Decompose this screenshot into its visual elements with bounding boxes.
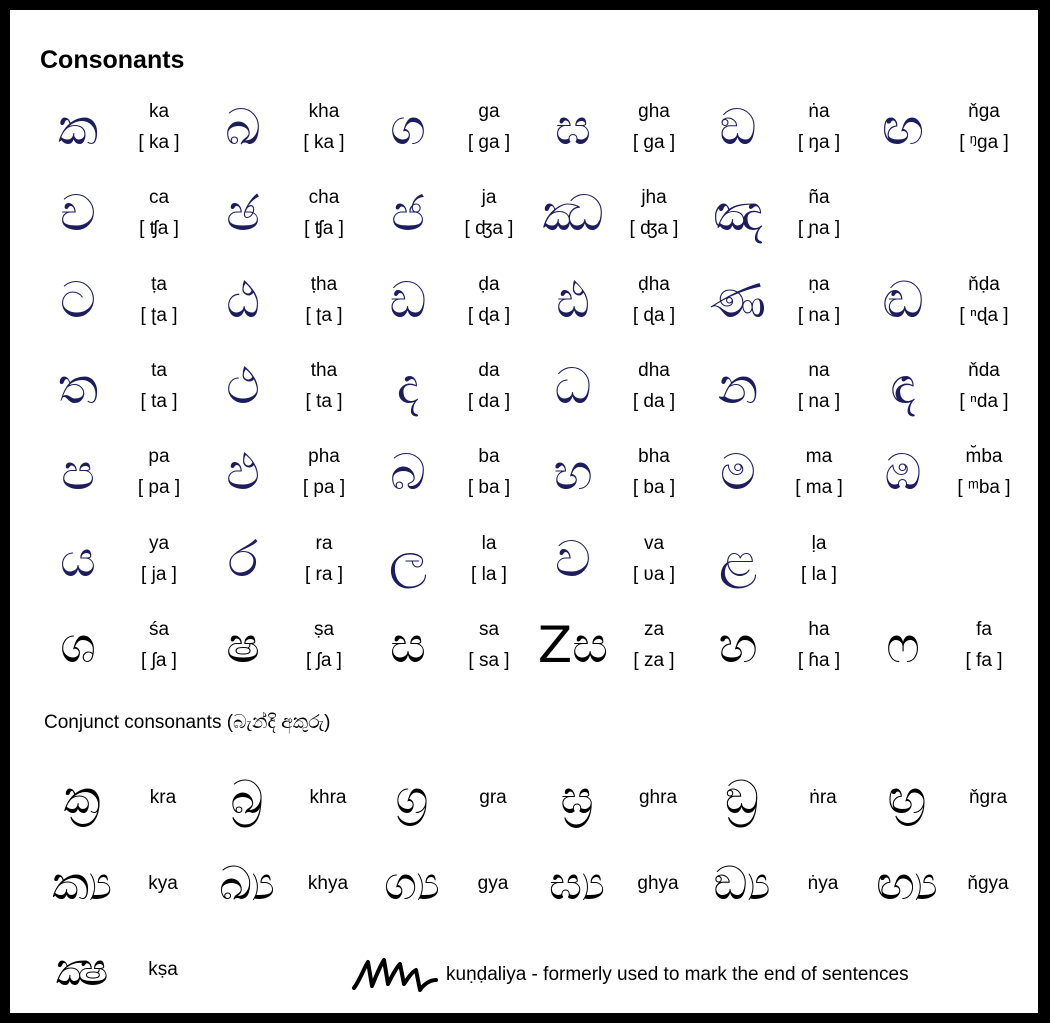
ipa-label: [ na ] <box>797 391 841 413</box>
sinhala-glyph: ශ <box>60 615 96 674</box>
latin-label: ṇa <box>808 273 830 295</box>
ipa-label: [ la ] <box>471 563 507 585</box>
consonant-cell <box>197 257 362 343</box>
ipa-label: [ da ] <box>467 391 511 413</box>
conjunct-latin-label: khya <box>307 872 349 894</box>
conjunct-glyph: ඛ්‍ර <box>230 770 264 824</box>
sinhala-glyph: න <box>717 357 759 416</box>
consonant-cell <box>362 343 527 429</box>
conjunct-cell <box>197 754 362 840</box>
ipa-label: [ ra ] <box>304 563 343 585</box>
transliteration-label <box>949 269 1019 331</box>
transliteration-label <box>619 355 689 417</box>
latin-label: ṅa <box>808 101 830 123</box>
conjunct-cell <box>527 754 692 840</box>
transliteration-label <box>454 441 524 503</box>
consonant-cell <box>857 515 1022 601</box>
transliteration-label <box>289 528 359 590</box>
conjunct-glyph: ඞ්‍ර <box>724 770 760 824</box>
sinhala-glyph: ද <box>396 357 420 416</box>
latin-label: za <box>643 618 665 640</box>
transliteration-label <box>784 528 854 590</box>
consonant-cell <box>362 429 527 515</box>
latin-label: la <box>481 532 497 554</box>
conjunct-cell <box>32 754 197 840</box>
ipa-label: [ la ] <box>801 563 837 585</box>
latin-label: tha <box>310 360 338 382</box>
latin-label: ṭha <box>310 273 338 295</box>
kundaliya-text: kuṇḍaliya - formerly used to mark the end of sentences <box>446 964 909 985</box>
conjunct-latin-label: ňgra <box>968 786 1008 808</box>
conjunct-latin-label: khra <box>309 786 347 808</box>
ipa-label: [ ʃa ] <box>306 649 342 671</box>
conjunct-glyph: ග්‍ර <box>395 770 429 824</box>
conjunct-cell <box>692 840 857 926</box>
consonant-cell <box>32 515 197 601</box>
latin-label: va <box>643 532 665 554</box>
sinhala-glyph: ප <box>61 443 95 502</box>
sinhala-glyph: භ <box>553 443 593 502</box>
conjunct-glyph: ඟ්‍ර <box>887 770 927 824</box>
latin-label: na <box>808 360 830 382</box>
sinhala-glyph: ර <box>227 529 259 588</box>
consonant-cell <box>197 170 362 256</box>
kundaliya-entry <box>350 950 909 1000</box>
latin-label: ṣa <box>313 618 335 640</box>
transliteration-label <box>454 614 524 676</box>
consonant-cell <box>692 429 857 515</box>
conjunct-latin-label: ghra <box>638 786 678 808</box>
transliteration-label <box>619 96 689 158</box>
conjunct-latin-label: kya <box>148 872 178 894</box>
transliteration-label <box>949 96 1019 158</box>
transliteration-label <box>124 96 194 158</box>
conjunct-glyph: ක්‍ය <box>51 856 113 910</box>
latin-label: da <box>478 360 500 382</box>
sinhala-glyph: ඣ <box>542 184 604 243</box>
sinhala-glyph: ය <box>60 529 96 588</box>
sinhala-glyph: ල <box>388 529 428 588</box>
conjunct-cell <box>197 840 362 926</box>
consonant-cell <box>692 257 857 343</box>
consonant-cell <box>362 515 527 601</box>
latin-label: pa <box>148 446 170 468</box>
consonant-cell <box>32 602 197 688</box>
conjunct-latin-label: ghya <box>637 872 679 894</box>
ipa-label: [ pa ] <box>302 477 346 499</box>
conjunct-latin-label: kra <box>149 786 177 808</box>
latin-label: ḷa <box>811 532 827 554</box>
ipa-label: [ ʃa ] <box>141 649 177 671</box>
conjunct-title: Conjunct consonants (බැන්දි අකුරු) <box>44 712 331 733</box>
ipa-label: [ ⁿda ] <box>959 391 1009 413</box>
ipa-label: [ ⁿɖa ] <box>959 304 1009 326</box>
sinhala-glyph: ඤ <box>712 184 764 243</box>
consonant-cell <box>527 602 692 688</box>
ipa-label: [ ɖa ] <box>632 304 676 326</box>
ipa-label: [ ka ] <box>138 132 180 154</box>
sinhala-glyph: ණ <box>709 270 767 329</box>
ipa-label: [ ɦa ] <box>797 649 841 671</box>
consonant-cell <box>857 257 1022 343</box>
sinhala-glyph: ඹ <box>884 443 922 502</box>
latin-label: pha <box>308 446 340 468</box>
ipa-label: [ ᵑga ] <box>959 132 1009 154</box>
ipa-label: [ ʧa ] <box>139 218 179 240</box>
latin-label: ta <box>151 360 167 382</box>
transliteration-label <box>289 269 359 331</box>
transliteration-label <box>124 182 194 244</box>
transliteration-label <box>454 269 524 331</box>
ipa-label: [ ʈa ] <box>140 304 178 326</box>
conjunct-glyph: ඝ්‍ර <box>560 770 594 824</box>
ipa-label: [ ja ] <box>141 563 177 585</box>
consonant-cell <box>32 84 197 170</box>
sinhala-glyph: ථ <box>226 357 260 416</box>
ipa-label: [ ɲa ] <box>797 218 841 240</box>
ipa-label: [ ta ] <box>305 391 343 413</box>
consonant-cell <box>857 170 1022 256</box>
latin-label: ra <box>315 532 333 554</box>
sinhala-glyph: ඛ <box>225 98 261 157</box>
latin-label: ba <box>478 446 500 468</box>
sinhala-glyph: ග <box>390 98 426 157</box>
sinhala-glyph: ක <box>57 98 99 157</box>
ipa-label: [ na ] <box>797 304 841 326</box>
consonant-cell <box>692 602 857 688</box>
transliteration-label <box>289 355 359 417</box>
latin-label: ña <box>808 187 830 209</box>
conjunct-cell <box>32 926 197 1012</box>
latin-label: cha <box>308 187 340 209</box>
latin-label: ňḍa <box>968 273 1000 295</box>
conjunct-cell <box>32 840 197 926</box>
conjunct-glyph: ඞ්‍ය <box>713 856 771 910</box>
sinhala-glyph: ෆ <box>886 615 920 674</box>
latin-label: bha <box>638 446 670 468</box>
transliteration-label <box>619 528 689 590</box>
sinhala-glyph: ධ <box>554 357 592 416</box>
latin-label: kha <box>308 101 340 123</box>
ipa-label: [ pa ] <box>137 477 181 499</box>
conjunct-glyph: ක්‍ර <box>63 770 101 824</box>
latin-label: śa <box>148 618 170 640</box>
ipa-label: [ za ] <box>633 649 675 671</box>
latin-label: ňga <box>968 101 1000 123</box>
sinhala-glyph: ච <box>60 184 96 243</box>
consonant-cell <box>32 170 197 256</box>
latin-label: ḍha <box>638 273 670 295</box>
conjunct-latin-label: kṣa <box>148 958 178 980</box>
consonant-cell <box>197 84 362 170</box>
transliteration-label <box>124 528 194 590</box>
sinhala-glyph: Zස <box>537 615 609 674</box>
sinhala-glyph: ඬ <box>882 270 924 329</box>
latin-label: fa <box>976 618 992 640</box>
transliteration-label <box>784 96 854 158</box>
sinhala-glyph: ස <box>390 615 426 674</box>
ipa-label: [ da ] <box>632 391 676 413</box>
transliteration-label <box>949 441 1019 503</box>
latin-label: sa <box>478 618 500 640</box>
sinhala-glyph: ඪ <box>556 270 590 329</box>
ipa-label: [ ʤa ] <box>629 218 679 240</box>
consonant-cell <box>362 602 527 688</box>
conjunct-latin-label: gra <box>479 786 507 808</box>
consonant-cell <box>32 429 197 515</box>
transliteration-label <box>949 355 1019 417</box>
latin-label: dha <box>638 360 670 382</box>
sinhala-glyph: ඩ <box>389 270 427 329</box>
transliteration-label <box>124 441 194 503</box>
latin-label: ca <box>148 187 170 209</box>
sinhala-glyph: ඳ <box>890 357 916 416</box>
sinhala-glyph: ව <box>555 529 591 588</box>
sinhala-glyph: ඝ <box>555 98 591 157</box>
kundaliya-icon <box>350 950 440 1000</box>
sinhala-glyph: ඨ <box>226 270 260 329</box>
transliteration-label <box>784 355 854 417</box>
latin-label: ka <box>148 101 170 123</box>
transliteration-label <box>454 355 524 417</box>
conjunct-glyph: ඟ්‍ය <box>876 856 938 910</box>
transliteration-label <box>619 269 689 331</box>
conjunct-latin-label: ṅya <box>807 872 839 894</box>
conjunct-glyph: ඛ්‍ය <box>219 856 275 910</box>
consonant-cell <box>527 84 692 170</box>
consonant-cell <box>692 84 857 170</box>
sinhala-glyph: ත <box>57 357 99 416</box>
consonant-cell <box>32 257 197 343</box>
latin-label: ma <box>805 446 833 468</box>
conjunct-glyph: ක්‍ෂ <box>55 942 109 996</box>
transliteration-label <box>949 614 1019 676</box>
conjunct-cell <box>692 754 857 840</box>
ipa-label: [ ba ] <box>632 477 676 499</box>
consonant-grid <box>32 84 1022 688</box>
consonant-cell <box>692 170 857 256</box>
ipa-label: [ ŋa ] <box>797 132 841 154</box>
consonant-cell <box>362 170 527 256</box>
consonant-cell <box>527 515 692 601</box>
ipa-label: [ ga ] <box>467 132 511 154</box>
consonant-cell <box>692 515 857 601</box>
conjunct-cell <box>857 840 1022 926</box>
latin-label: m̆ba <box>965 446 1003 468</box>
ipa-label: [ ɖa ] <box>467 304 511 326</box>
consonant-cell <box>197 515 362 601</box>
consonant-cell <box>527 257 692 343</box>
ipa-label: [ ga ] <box>632 132 676 154</box>
conjunct-latin-label: ṅra <box>809 786 837 808</box>
consonant-cell <box>527 170 692 256</box>
ipa-label: [ ta ] <box>140 391 178 413</box>
consonant-cell <box>857 343 1022 429</box>
latin-label: gha <box>638 101 670 123</box>
latin-label: jha <box>641 187 667 209</box>
page-title: Consonants <box>40 46 185 74</box>
ipa-label: [ ᵐba ] <box>957 477 1011 499</box>
transliteration-label <box>289 614 359 676</box>
ipa-label: [ ʈa ] <box>305 304 343 326</box>
transliteration-label <box>124 269 194 331</box>
consonant-cell <box>857 84 1022 170</box>
ipa-label: [ ʤa ] <box>464 218 514 240</box>
conjunct-latin-label: gya <box>477 872 509 894</box>
latin-label: ha <box>808 618 830 640</box>
conjunct-latin-label: ňgya <box>967 872 1009 894</box>
transliteration-label <box>124 614 194 676</box>
sinhala-glyph: ඞ <box>719 98 757 157</box>
transliteration-label <box>124 355 194 417</box>
transliteration-label <box>454 96 524 158</box>
transliteration-label <box>619 614 689 676</box>
sinhala-glyph: හ <box>718 615 758 674</box>
transliteration-label <box>454 182 524 244</box>
consonant-cell <box>527 343 692 429</box>
transliteration-label <box>454 528 524 590</box>
latin-label: ḍa <box>478 273 500 295</box>
transliteration-label <box>289 96 359 158</box>
sinhala-glyph: ඡ <box>226 184 260 243</box>
ipa-label: [ fa ] <box>965 649 1003 671</box>
transliteration-label <box>784 269 854 331</box>
consonant-cell <box>362 257 527 343</box>
transliteration-label <box>619 441 689 503</box>
ipa-label: [ ma ] <box>795 477 843 499</box>
consonant-cell <box>857 429 1022 515</box>
sinhala-glyph: ළ <box>718 529 758 588</box>
conjunct-cell <box>857 754 1022 840</box>
ipa-label: [ ʋa ] <box>632 563 676 585</box>
sinhala-glyph: ම <box>720 443 756 502</box>
consonant-cell <box>362 84 527 170</box>
transliteration-label <box>289 441 359 503</box>
consonant-cell <box>197 602 362 688</box>
chart-panel <box>10 10 1038 1013</box>
latin-label: ga <box>478 101 500 123</box>
ipa-label: [ ʧa ] <box>304 218 344 240</box>
transliteration-label <box>619 182 689 244</box>
sinhala-glyph: ඟ <box>881 98 925 157</box>
transliteration-label <box>289 182 359 244</box>
transliteration-label <box>784 441 854 503</box>
conjunct-cell <box>362 754 527 840</box>
latin-label: ňda <box>968 360 1000 382</box>
latin-label: ja <box>481 187 497 209</box>
transliteration-label <box>784 614 854 676</box>
sinhala-glyph: ජ <box>391 184 425 243</box>
consonant-cell <box>197 429 362 515</box>
latin-label: ya <box>148 532 170 554</box>
consonant-cell <box>32 343 197 429</box>
sinhala-glyph: ඵ <box>226 443 260 502</box>
sinhala-glyph: බ <box>390 443 426 502</box>
latin-label: ṭa <box>151 273 167 295</box>
conjunct-cell <box>362 840 527 926</box>
conjunct-cell <box>527 840 692 926</box>
sinhala-glyph: ෂ <box>226 615 260 674</box>
consonant-cell <box>692 343 857 429</box>
sinhala-glyph: ට <box>60 270 96 329</box>
consonant-cell <box>857 602 1022 688</box>
transliteration-label <box>784 182 854 244</box>
consonant-cell <box>527 429 692 515</box>
consonant-cell <box>197 343 362 429</box>
conjunct-glyph: ග්‍ය <box>384 856 440 910</box>
ipa-label: [ ka ] <box>303 132 345 154</box>
conjunct-glyph: ඝ්‍ය <box>549 856 605 910</box>
ipa-label: [ ba ] <box>467 477 511 499</box>
ipa-label: [ sa ] <box>468 649 510 671</box>
